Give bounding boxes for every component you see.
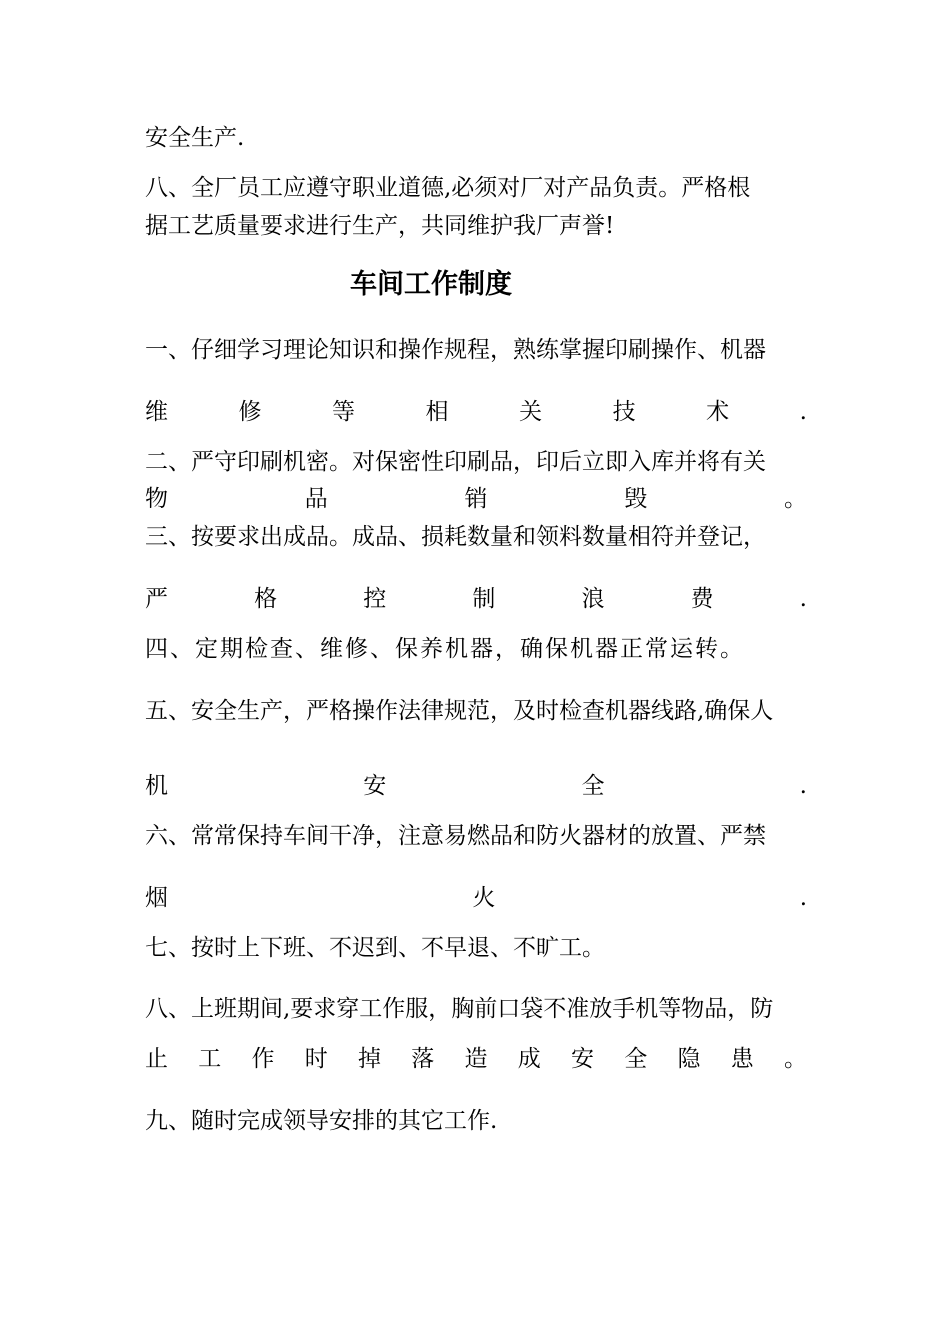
justified-char: . <box>799 885 807 911</box>
justified-char: 止 <box>145 1046 168 1072</box>
justified-char: 。 <box>784 486 807 512</box>
justified-char: 等 <box>332 399 356 425</box>
justified-char: 安 <box>571 1046 594 1072</box>
justified-char: . <box>799 399 807 425</box>
text-line: 五、安全生产，严格操作法律规范，及时检查机器线路,确保人 <box>145 698 774 724</box>
justified-char: 造 <box>464 1046 488 1072</box>
justified-char: 控 <box>363 586 387 612</box>
justified-char: 品 <box>304 486 328 512</box>
text-line: 一、仔细学习理论知识和操作规程，熟练掌握印刷操作、机器 <box>145 337 766 363</box>
justified-char: 销 <box>464 486 488 512</box>
text-line: 三、按要求出成品。成品、损耗数量和领料数量相符并登记， <box>145 524 766 550</box>
justified-line <box>145 770 807 802</box>
justified-char: 物 <box>145 486 168 512</box>
text-line: 据工艺质量要求进行生产，共同维护我厂声誉! <box>145 213 615 239</box>
justified-char: 患 <box>730 1046 754 1072</box>
text-line: 六、常常保持车间干净，注意易燃品和防火器材的放置、严禁 <box>145 823 766 849</box>
section-title: 车间工作制度 <box>350 269 512 300</box>
justified-line <box>145 583 807 615</box>
justified-char: 严 <box>145 586 168 612</box>
justified-char: 成 <box>517 1046 541 1072</box>
text-line: 安全生产. <box>145 125 245 151</box>
justified-line <box>145 1043 807 1075</box>
justified-char: 制 <box>472 586 496 612</box>
justified-char: 技 <box>612 399 636 425</box>
justified-char: 毁 <box>624 486 648 512</box>
justified-char: 落 <box>411 1046 435 1072</box>
justified-char: 掉 <box>358 1046 381 1072</box>
justified-char: 格 <box>254 586 278 612</box>
justified-char: 时 <box>304 1046 328 1072</box>
justified-line <box>145 396 807 428</box>
justified-char: 全 <box>624 1046 648 1072</box>
justified-char: 相 <box>425 399 449 425</box>
justified-char: 安 <box>363 773 387 799</box>
text-line: 九、随时完成领导安排的其它工作. <box>145 1108 498 1134</box>
justified-line <box>145 483 807 515</box>
justified-char: 维 <box>145 399 168 425</box>
justified-char: 术 <box>706 399 730 425</box>
justified-char: . <box>799 586 807 612</box>
justified-char: 烟 <box>145 885 168 911</box>
justified-char: 修 <box>238 399 262 425</box>
justified-char: 费 <box>690 586 714 612</box>
text-line: 四、定期检查、维修、保养机器，确保机器正常运转。 <box>145 636 745 662</box>
justified-char: 作 <box>251 1046 275 1072</box>
text-line: 二、严守印刷机密。对保密性印刷品，印后立即入库并将有关 <box>145 449 766 475</box>
justified-char: 关 <box>519 399 543 425</box>
justified-char: 。 <box>784 1046 807 1072</box>
text-line: 八、上班期间,要求穿工作服，胸前口袋不准放手机等物品，防 <box>145 996 774 1022</box>
justified-char: . <box>799 773 807 799</box>
justified-char: 隐 <box>677 1046 701 1072</box>
text-line: 七、按时上下班、不迟到、不早退、不旷工。 <box>145 935 605 961</box>
justified-line <box>145 882 807 914</box>
text-line: 八、全厂员工应遵守职业道德,必须对厂对产品负责。严格根 <box>145 175 751 201</box>
justified-char: 火 <box>472 885 496 911</box>
justified-char: 机 <box>145 773 168 799</box>
justified-char: 工 <box>198 1046 222 1072</box>
justified-char: 浪 <box>581 586 605 612</box>
justified-char: 全 <box>581 773 605 799</box>
